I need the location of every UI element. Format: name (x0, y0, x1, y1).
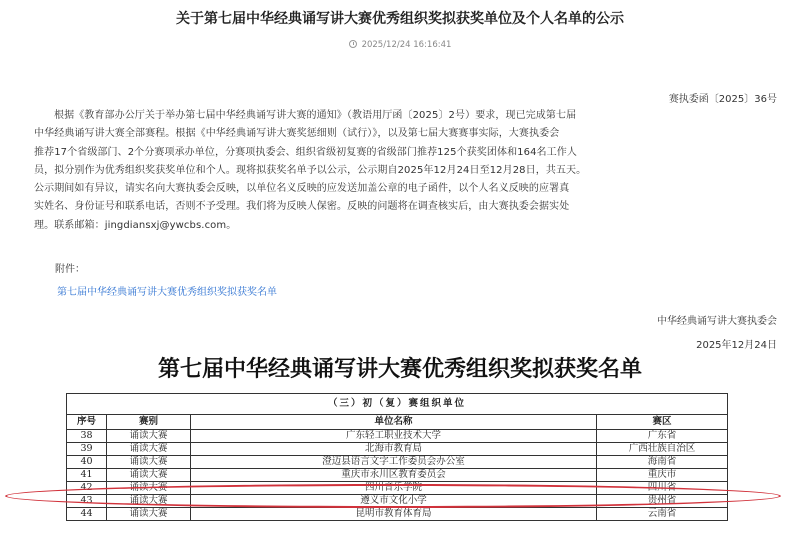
cell-no: 39 (67, 443, 107, 456)
cell-no: 43 (67, 495, 107, 508)
cell-type: 诵读大赛 (107, 469, 191, 482)
signature-org: 中华经典诵写讲大赛执委会 (657, 316, 777, 327)
cell-region: 四川省 (597, 482, 728, 495)
notice-title: 关于第七届中华经典诵写讲大赛优秀组织奖拟获奖单位及个人名单的公示 (176, 11, 624, 27)
table-row-highlighted (67, 482, 728, 495)
cell-type: 诵读大赛 (107, 482, 191, 495)
cell-region: 广西壮族自治区 (597, 443, 728, 456)
list-title: 第七届中华经典诵写讲大赛优秀组织奖拟获奖名单 (157, 356, 642, 382)
cell-unit: 遵义市文化小学 (191, 495, 597, 508)
body-line: 实姓名、身份证号和联系电话，否则不予受理。我们将为反映人保密。反映的问题将在调查核实后，由大赛执委会据实处 (34, 201, 570, 213)
body-line: 公示期间如有异议，请实名向大赛执委会反映，以单位名义反映的应发送加盖公章的电子函件，以个人名义反映的应署真 (34, 183, 570, 195)
cell-no: 44 (67, 508, 107, 521)
cell-region: 贵州省 (597, 495, 728, 508)
table-section-row (67, 394, 728, 415)
body-line: 推荐17个省级部门、2个分赛项承办单位，分赛项执委会、组织省级初复赛的省级部门推荐125个获奖团体和164名工作人 (34, 146, 577, 158)
cell-unit: 澄迈县语言文字工作委员会办公室 (191, 456, 597, 469)
header-no: 序号 (67, 415, 107, 430)
cell-region: 重庆市 (597, 469, 728, 482)
table-row (67, 443, 728, 456)
cell-no: 42 (67, 482, 107, 495)
publish-date (0, 40, 800, 50)
notice-body (34, 107, 782, 235)
cell-unit: 昆明市教育体育局 (191, 508, 597, 521)
table-header-row (67, 415, 728, 430)
cell-region: 海南省 (597, 456, 728, 469)
cell-unit: 重庆市永川区教育委员会 (191, 469, 597, 482)
table-row (67, 469, 728, 482)
body-line: 根据《教育部办公厅关于举办第七届中华经典诵写讲大赛的通知》（教语用厅函〔2025〕2号）要求，现已完成第七届 (54, 110, 577, 121)
clock-icon (349, 40, 357, 48)
header-type: 赛别 (107, 415, 191, 430)
publish-date-text: 2025/12/24 16:16:41 (361, 40, 452, 50)
cell-type: 诵读大赛 (107, 443, 191, 456)
cell-no: 40 (67, 456, 107, 469)
signature-date: 2025年12月24日 (696, 340, 777, 351)
cell-type: 诵读大赛 (107, 508, 191, 521)
body-line: 中华经典诵写讲大赛全部赛程。根据《中华经典诵写讲大赛奖惩细则（试行）》，以及第七届大赛赛事实际，大赛执委会 (34, 128, 560, 140)
cell-unit: 广东轻工职业技术大学 (191, 430, 597, 443)
cell-unit: 北海市教育局 (191, 443, 597, 456)
body-line: 理。联系邮箱：jingdiansxj@ywcbs.com。 (34, 219, 237, 231)
cell-type: 诵读大赛 (107, 495, 191, 508)
header-region: 赛区 (597, 415, 728, 430)
attachment-label: 附件： (55, 264, 85, 275)
cell-region: 广东省 (597, 430, 728, 443)
award-table (66, 393, 728, 521)
attachment-link[interactable]: 第七届中华经典诵写讲大赛优秀组织奖拟获奖名单 (57, 287, 277, 298)
cell-no: 41 (67, 469, 107, 482)
cell-no: 38 (67, 430, 107, 443)
table-row (67, 508, 728, 521)
table-section-title: （三）初（复）赛组织单位 (67, 394, 728, 415)
body-line: 员，拟分别作为优秀组织奖获奖单位和个人。现将拟获奖名单予以公示，公示期自2025年12月24日至12月28日，共五天。 (34, 164, 587, 176)
cell-type: 诵读大赛 (107, 430, 191, 443)
cell-unit: 四川音乐学院 (191, 482, 597, 495)
table-row (67, 456, 728, 469)
table-row (67, 430, 728, 443)
cell-region: 云南省 (597, 508, 728, 521)
header-unit: 单位名称 (191, 415, 597, 430)
table-row (67, 495, 728, 508)
cell-type: 诵读大赛 (107, 456, 191, 469)
document-number: 赛执委函〔2025〕36号 (668, 94, 777, 105)
